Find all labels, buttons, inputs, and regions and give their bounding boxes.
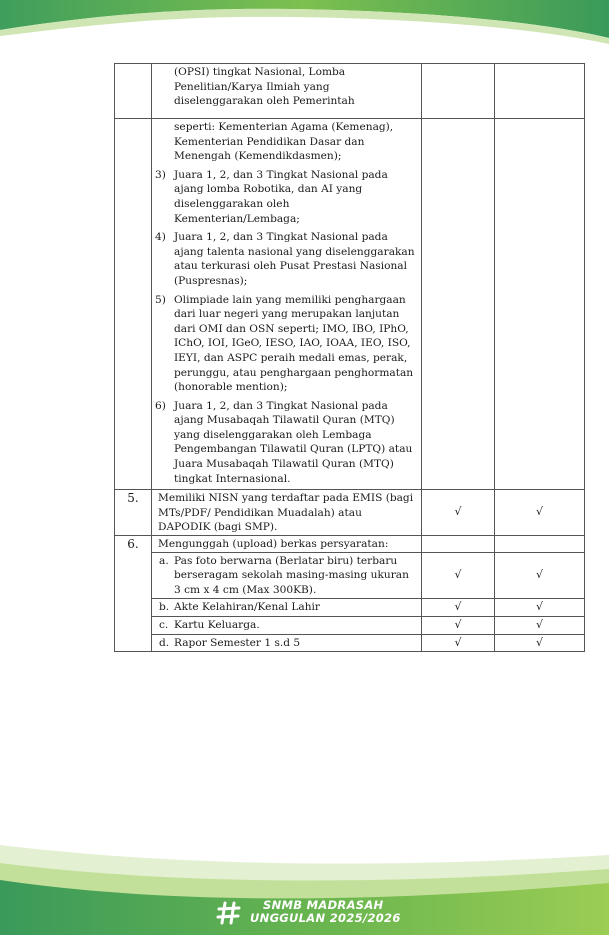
list-item: 6) Juara 1, 2, dan 3 Tingkat Nasional pada ajang Musabaqah Tilawatil Quran (MTQ) yang diselenggarakan oleh Lembaga Pengembangan Tilawatil Quran (LPTQ) atau Juara Musabaqah Tilawatil Quran (MTQ) tingkat Internasional. (155, 399, 413, 485)
list-item: 3) Juara 1, 2, dan 3 Tingkat Nasional pada ajang lomba Robotika, dan AI yang diselenggarakan oleh Kementerian/Lembaga; (155, 168, 388, 225)
table-row (115, 536, 585, 553)
check-mark: √ (422, 634, 495, 652)
check-mark: √ (495, 599, 585, 617)
check-mark: √ (495, 490, 585, 536)
footer-brand (250, 899, 401, 925)
row-description: Memiliki NISN yang terdaftar pada EMIS (bagi MTs/PDF/ Pendidikan Muadalah) atau DAPODIK (bagi SMP). (152, 490, 422, 536)
list-item: 4) Juara 1, 2, dan 3 Tingkat Nasional pada ajang talenta nasional yang diselenggarakan atau terkurasi oleh Pusat Prestasi Nasional (Puspresnas); (155, 231, 415, 287)
check-mark: √ (422, 490, 495, 536)
upload-item: b. Akte Kelahiran/Kenal Lahir (152, 599, 422, 617)
check-mark: √ (495, 552, 585, 599)
row-number: 6. (115, 536, 152, 652)
requirements-table (114, 63, 585, 652)
table-row (115, 617, 585, 635)
upload-item: d. Rapor Semester 1 s.d 5 (152, 634, 422, 652)
table-row (115, 119, 585, 490)
upload-item: a. Pas foto berwarna (Berlatar biru) terbaru berseragam sekolah masing-masing ukuran 3 cm x 4 cm (Max 300KB). (152, 552, 422, 599)
table-row (115, 490, 585, 536)
table-row (115, 599, 585, 617)
table-row (115, 634, 585, 652)
list-item: 5) Olimpiade lain yang memiliki penghargaan dari luar negeri yang merupakan lanjutan dari OMI dan OSN seperti; IMO, IBO, IPhO, IChO, IOI, IGeO, IESO, IAO, IOAA, IEO, ISO, IEYI, dan ASPC peraih medali emas, perak, perunggu, atau penghargaan penghormatan (honorable mention); (155, 293, 414, 394)
row-description: (OPSI) tingkat Nasional, Lomba Penelitian/Karya Ilmiah yang diselenggarakan oleh Pemerintah (152, 64, 422, 119)
table-row (115, 552, 585, 599)
list-intro: seperti: Kementerian Agama (Kemenag), Kementerian Pendidikan Dasar dan Menengah (Kemendikdasmen); (174, 121, 394, 163)
row-number: 5. (115, 490, 152, 536)
check-mark: √ (495, 634, 585, 652)
hashtag-icon (216, 900, 242, 926)
upload-item: c. Kartu Keluarga. (152, 617, 422, 635)
footer-subtitle: UNGGULAN 2025/2026 (250, 911, 401, 925)
header-decoration (0, 0, 609, 60)
achievement-list (152, 119, 422, 490)
row-description: Mengunggah (upload) berkas persyaratan: (152, 536, 422, 553)
footer-title: SNMB MADRASAH (263, 898, 384, 912)
table-row (115, 64, 585, 119)
check-mark: √ (422, 599, 495, 617)
check-mark: √ (422, 552, 495, 599)
check-mark: √ (495, 617, 585, 635)
check-mark: √ (422, 617, 495, 635)
